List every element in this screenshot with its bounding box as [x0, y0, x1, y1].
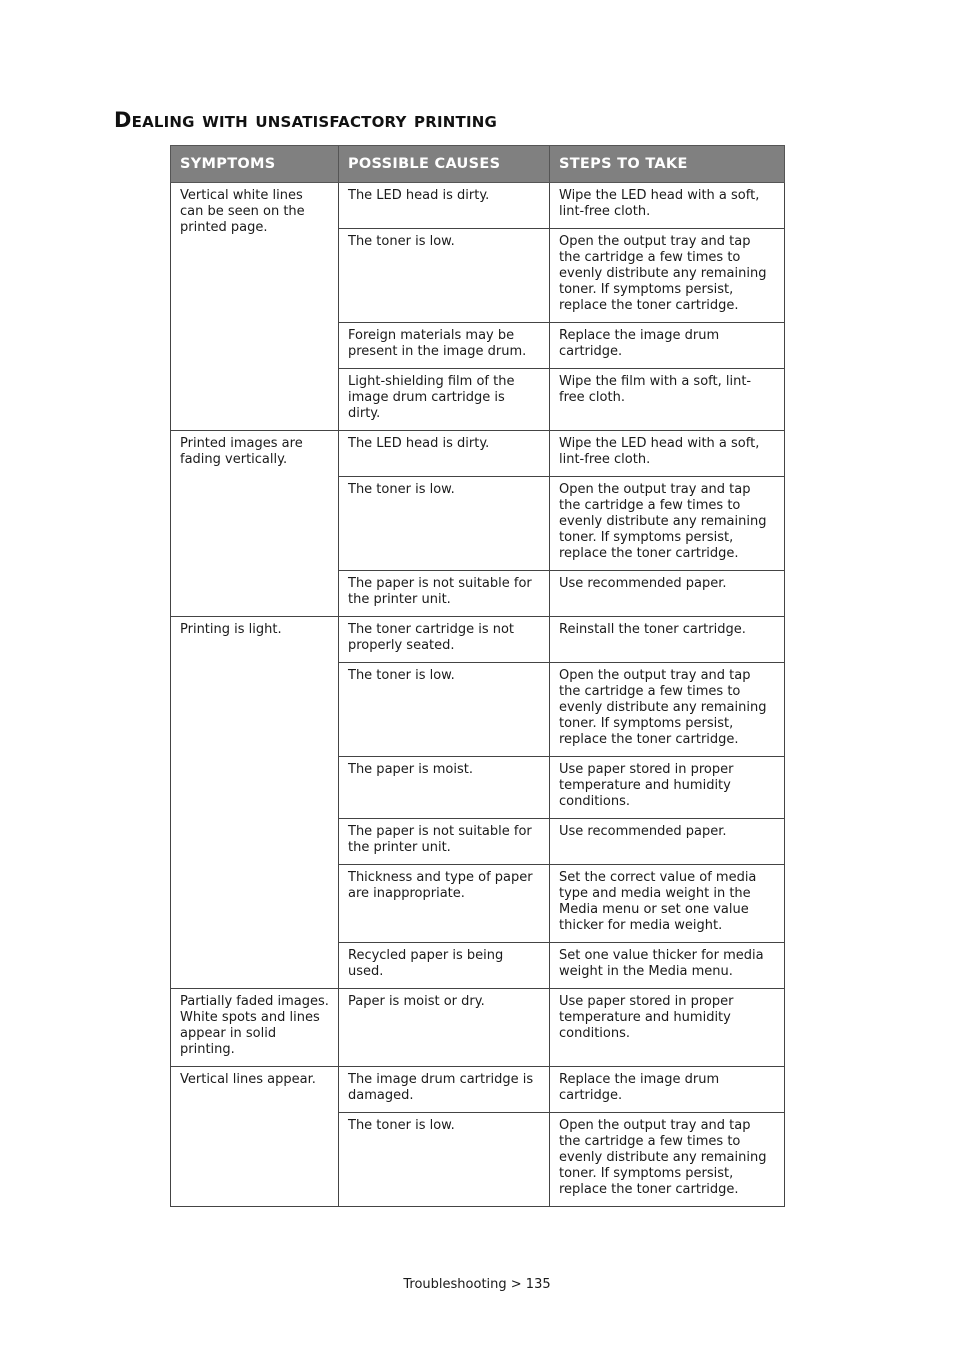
- header-possible-causes: POSSIBLE CAUSES: [339, 146, 550, 183]
- step-cell: Replace the image drum cartridge.: [550, 1067, 785, 1113]
- section-heading: Dealing with unsatisfactory printing: [114, 108, 498, 132]
- symptom-cell: Vertical white lines can be seen on the printed page.: [171, 183, 339, 431]
- step-cell: Open the output tray and tap the cartridge a few times to evenly distribute any remaining toner. If symptoms persist, replace the toner cartridge.: [550, 1113, 785, 1207]
- step-cell: Open the output tray and tap the cartridge a few times to evenly distribute any remaining toner. If symptoms persist, replace the toner cartridge.: [550, 229, 785, 323]
- table-row: [171, 617, 785, 663]
- cause-cell: The toner cartridge is not properly seated.: [339, 617, 550, 663]
- step-cell: Wipe the LED head with a soft, lint-free cloth.: [550, 183, 785, 229]
- table-row: [171, 989, 785, 1067]
- cause-cell: Thickness and type of paper are inappropriate.: [339, 865, 550, 943]
- step-cell: Use recommended paper.: [550, 819, 785, 865]
- step-cell: Use recommended paper.: [550, 571, 785, 617]
- cause-cell: Recycled paper is being used.: [339, 943, 550, 989]
- step-cell: Use paper stored in proper temperature and humidity conditions.: [550, 757, 785, 819]
- step-cell: Set one value thicker for media weight in the Media menu.: [550, 943, 785, 989]
- cause-cell: The toner is low.: [339, 229, 550, 323]
- step-cell: Open the output tray and tap the cartridge a few times to evenly distribute any remaining toner. If symptoms persist, replace the toner cartridge.: [550, 477, 785, 571]
- cause-cell: The toner is low.: [339, 477, 550, 571]
- step-cell: Wipe the film with a soft, lint-free cloth.: [550, 369, 785, 431]
- step-cell: Reinstall the toner cartridge.: [550, 617, 785, 663]
- symptom-cell: Vertical lines appear.: [171, 1067, 339, 1207]
- troubleshooting-table: [170, 145, 785, 1207]
- cause-cell: The paper is moist.: [339, 757, 550, 819]
- cause-cell: The paper is not suitable for the printer unit.: [339, 571, 550, 617]
- symptom-cell: Printed images are fading vertically.: [171, 431, 339, 617]
- header-symptoms: SYMPTOMS: [171, 146, 339, 183]
- table-row: [171, 183, 785, 229]
- header-steps-to-take: STEPS TO TAKE: [550, 146, 785, 183]
- step-cell: Set the correct value of media type and media weight in the Media menu or set one value thicker for media weight.: [550, 865, 785, 943]
- step-cell: Replace the image drum cartridge.: [550, 323, 785, 369]
- symptom-cell: Printing is light.: [171, 617, 339, 989]
- cause-cell: The image drum cartridge is damaged.: [339, 1067, 550, 1113]
- step-cell: Use paper stored in proper temperature and humidity conditions.: [550, 989, 785, 1067]
- page-footer: Troubleshooting > 135: [403, 1277, 551, 1292]
- table-header-row: [171, 146, 785, 183]
- table-row: [171, 1067, 785, 1113]
- cause-cell: The toner is low.: [339, 663, 550, 757]
- cause-cell: Foreign materials may be present in the image drum.: [339, 323, 550, 369]
- cause-cell: Paper is moist or dry.: [339, 989, 550, 1067]
- table-row: [171, 431, 785, 477]
- cause-cell: The toner is low.: [339, 1113, 550, 1207]
- step-cell: Open the output tray and tap the cartridge a few times to evenly distribute any remaining toner. If symptoms persist, replace the toner cartridge.: [550, 663, 785, 757]
- step-cell: Wipe the LED head with a soft, lint-free cloth.: [550, 431, 785, 477]
- symptom-cell: Partially faded images. White spots and lines appear in solid printing.: [171, 989, 339, 1067]
- cause-cell: The LED head is dirty.: [339, 431, 550, 477]
- cause-cell: Light-shielding film of the image drum cartridge is dirty.: [339, 369, 550, 431]
- cause-cell: The LED head is dirty.: [339, 183, 550, 229]
- cause-cell: The paper is not suitable for the printer unit.: [339, 819, 550, 865]
